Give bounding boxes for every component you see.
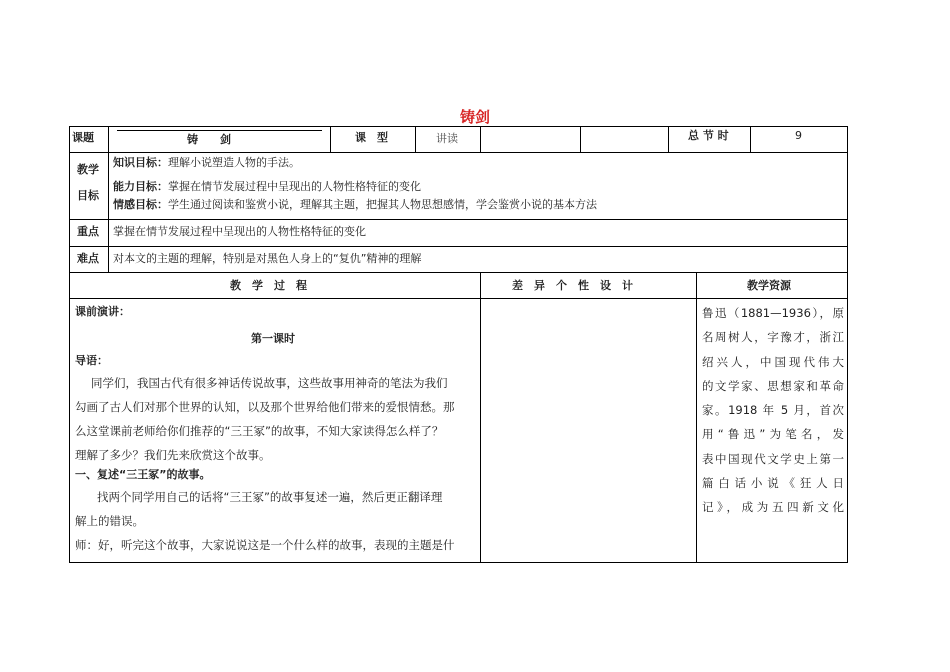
total-hours-value: 9: [795, 129, 802, 142]
emotion-goal: [113, 198, 597, 212]
resources-line: 家。1918 年 5 月，首次: [702, 403, 844, 418]
knowledge-goal: [113, 156, 300, 170]
intro-paragraph-line: 理解了多少？我们先来欣赏这个故事。: [75, 448, 271, 462]
total-hours-label: 总 节 时: [688, 129, 729, 142]
lesson-type-value: 讲读: [436, 132, 458, 145]
ability-goal-label: 能力目标：: [113, 180, 168, 193]
section-1-heading: 一、复述“三王冢”的故事。: [75, 468, 211, 481]
resources-line: 鲁迅（1881—1936），原: [702, 306, 844, 320]
difference-column-header: 差 异 个 性 设 计: [512, 279, 633, 292]
resources-line: 名周树人，字豫才，浙江: [702, 330, 844, 345]
document-title: 铸剑: [459, 108, 490, 126]
differentiated-design-cell: [481, 299, 695, 561]
intro-paragraph-line: 同学们，我国古代有很多神话传说故事，这些故事用神奇的笔法为我们: [91, 376, 448, 390]
pre-class-speech-label: 课前演讲：: [75, 305, 130, 318]
topic-label: 课题: [72, 131, 94, 144]
teacher-line: 师：好，听完这个故事，大家说说这是一个什么样的故事，表现的主题是什: [75, 538, 455, 552]
lesson-type-label: 课 型: [355, 131, 388, 144]
resources-line: 用“鲁迅”为笔名，发: [702, 427, 844, 442]
knowledge-goal-label: 知识目标：: [113, 156, 168, 169]
intro-label: 导语：: [75, 354, 108, 367]
resources-text: [702, 301, 844, 520]
goals-label-line1: 教学: [77, 163, 99, 176]
section-1-line: 找两个同学用自己的话将“三王冢”的故事复述一遍，然后更正翻译理: [97, 490, 443, 504]
resources-column-header: 教学资源: [747, 279, 791, 292]
resources-line: 的文学家、思想家和革命: [702, 378, 844, 393]
section-1-line: 解上的错误。: [75, 514, 144, 528]
knowledge-goal-text: 理解小说塑造人物的手法。: [168, 156, 300, 169]
difficulty-label: 难点: [77, 252, 99, 265]
emotion-goal-text: 学生通过阅读和鉴赏小说，理解其主题，把握其人物思想感情，学会鉴赏小说的基本方法: [168, 198, 597, 211]
key-point-label: 重点: [77, 225, 99, 238]
process-column-header: 教 学 过 程: [230, 279, 307, 292]
ability-goal-text: 掌握在情节发展过程中呈现出的人物性格特征的变化: [168, 180, 421, 193]
resources-line: 记》，成为五四新文化: [702, 500, 844, 515]
goals-label-line2: 目标: [77, 189, 99, 202]
lesson-title: 第一课时: [251, 332, 295, 345]
ability-goal: [113, 180, 421, 194]
resources-line: 篇白话小说《狂人日: [702, 476, 844, 491]
emotion-goal-label: 情感目标：: [113, 198, 168, 211]
topic-value: 铸 剑: [187, 133, 231, 146]
intro-paragraph-line: 么这堂课前老师给你们推荐的“三王冢”的故事，不知大家读得怎么样了？: [75, 424, 444, 438]
difficulty-text: 对本文的主题的理解，特别是对黑色人身上的“复仇”精神的理解: [113, 252, 422, 265]
resources-line: 绍兴人，中国现代伟大: [702, 354, 844, 369]
key-point-text: 掌握在情节发展过程中呈现出的人物性格特征的变化: [113, 225, 366, 238]
resources-line: 表中国现代文学史上第一: [702, 451, 844, 466]
intro-paragraph-line: 勾画了古人们对那个世界的认知，以及那个世界给他们带来的爱恨情愁。那: [75, 400, 455, 414]
